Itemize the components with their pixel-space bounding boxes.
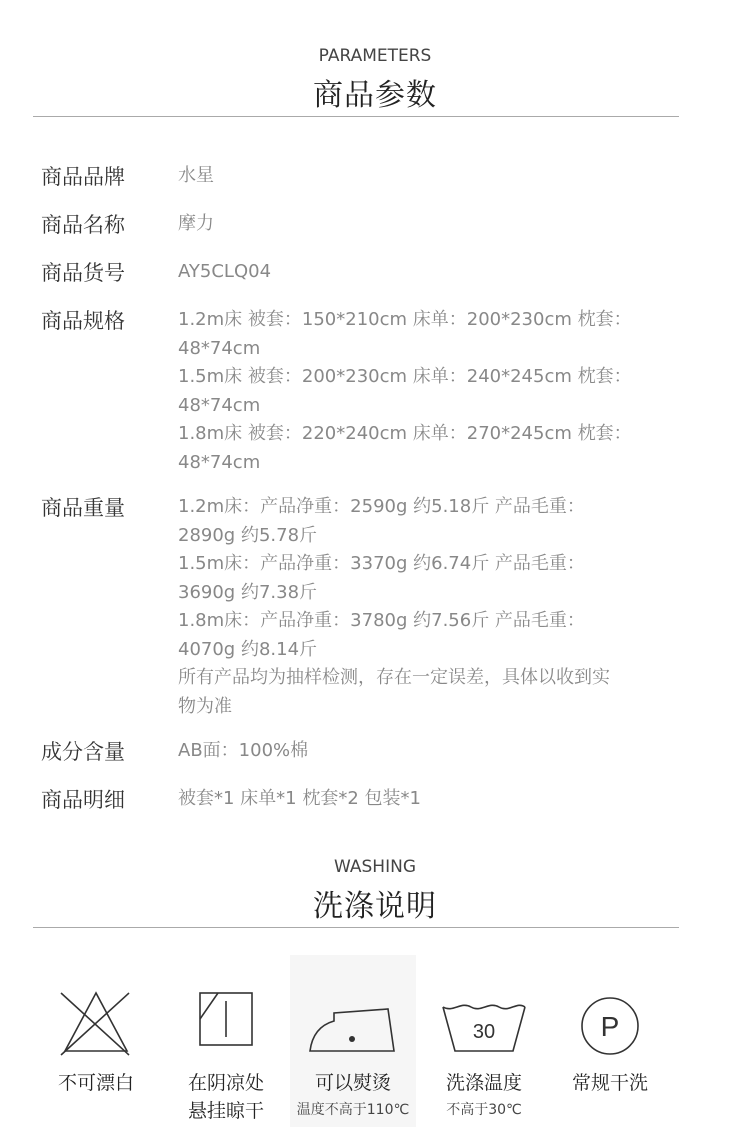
param-label: 商品明细 [41,788,125,812]
wash-title: 洗涤温度 [445,1072,522,1094]
param-row-material [41,735,681,769]
parameters-table [41,160,681,831]
param-label: 成分含量 [41,740,125,764]
param-row-sku [41,256,681,290]
param-value: 1.2m床 被套：150*210cm 床单：200*230cm 枕套： 48*74cm 1.5m床 被套：200*230cm 床单：240*245cm 枕套： 48*74cm 1.8m床 被套：220*240cm 床单：270*245cm 枕套： 48*74cm [178,309,632,473]
wash-temperature-value: 30 [472,1021,496,1043]
param-label: 商品货号 [41,261,125,285]
line-dry-shade-icon [163,991,289,1051]
professional-dry-clean-icon [547,995,673,1057]
param-row-spec [41,304,681,477]
param-label: 商品名称 [41,213,125,237]
wash-title: 不可漂白 [57,1072,134,1094]
wash-item-iron [290,955,416,1127]
param-row-name [41,208,681,242]
param-label: 商品品牌 [41,165,125,189]
washing-heading-en: WASHING [334,857,416,877]
param-label: 商品重量 [41,496,125,520]
washing-header [0,857,750,925]
wash-temperature-icon [421,999,547,1059]
param-value: AY5CLQ04 [178,261,272,282]
washing-instructions [0,955,750,1127]
wash-subtitle: 不高于30℃ [446,1102,522,1118]
wash-title: 常规干洗 [571,1072,648,1094]
dry-clean-letter: P [600,1011,620,1042]
parameters-heading-cn: 商品参数 [313,78,437,113]
param-value: 水星 [178,165,214,186]
param-value: 1.2m床：产品净重：2590g 约5.18斤 产品毛重： 2890g 约5.78斤 1.5m床：产品净重：3370g 约6.74斤 产品毛重： 3690g 约7.38斤 1.8m床：产品净重：3780g 约7.56斤 产品毛重： 4070g 约8.14斤 所有产品均为抽样检测，存在一定误差，具体以收到实 物为准 [178,496,610,717]
parameters-header [0,46,750,114]
param-value: 摩力 [178,213,214,234]
param-row-brand [41,160,681,194]
wash-title: 可以熨烫 [314,1072,391,1094]
param-value: 被套*1 床单*1 枕套*2 包装*1 [178,788,421,809]
parameters-divider [33,116,679,117]
wash-subtitle: 温度不高于110℃ [296,1102,410,1118]
wash-title-line2: 悬挂晾干 [187,1100,264,1122]
no-bleach-icon [33,989,159,1059]
param-row-weight [41,491,681,721]
param-row-contents [41,783,681,817]
wash-title: 在阴凉处 [187,1072,264,1094]
param-value: AB面：100%棉 [178,740,309,761]
parameters-heading-en: PARAMETERS [318,46,432,66]
iron-icon [290,999,416,1059]
washing-heading-cn: 洗涤说明 [313,889,437,924]
washing-divider [33,927,679,928]
param-label: 商品规格 [41,309,125,333]
